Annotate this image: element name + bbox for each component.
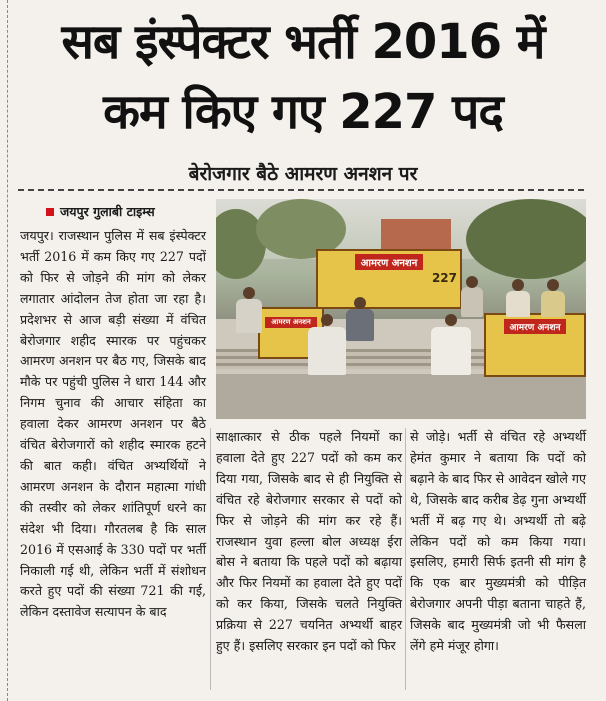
protester <box>541 291 565 317</box>
protester-head <box>321 314 333 326</box>
protester <box>308 327 346 375</box>
protester-head <box>466 276 478 288</box>
article-column-1: जयपुर। राजस्थान पुलिस में सब इंस्पेक्टर भर्ती 2016 में कम किए गए 227 पदों को फिर से जोड़ने की मांग को लेकर लगातार आंदोलन तेज होता जा रहा है। प्रदेशभर से आज बड़ी संख्या में वंचित बेरोजगार शहीद स्मारक पर पहुंचकर आमरण अनशन पर बैठ गए, जिसके बाद मौके पर पहुंची पुलिस ने धारा 144 और निगम चुनाव की आचार संहिता का हवाला देकर आमरण अनशन पर बैठे वंचित बेरोजगारों को शहीद स्मारक हटने की बात कही। वंचित अभ्यर्थियों ने आमरण अनशन के दौरान महात्मा गांधी की तस्वीर को लेकर शांतिपूर्ण धरने का संदेश भी दिया। गौरतलब है कि साल 2016 में एसआई के 330 पदों पर भर्ती निकाली गई थी, लेकिन भर्ती में संशोधन करते हुए पदों की संख्या 721 की गई, लेकिन दस्तावेज सत्यापन के बाद <box>20 228 206 620</box>
banner-title: आमरण अनशन <box>504 319 567 334</box>
column-divider <box>210 428 211 690</box>
headline-line-1: सब इंस्पेक्टर भर्ती 2016 में <box>61 14 545 70</box>
article-column-2: साक्षात्कार से ठीक पहले नियमों का हवाला देते हुए 227 पदों को कम कर दिया गया, जिसके बाद से ही नियुक्ति से वंचित रहे बेरोजगार सरकार से पदों को फिर से जोड़ने की मांग कर रहे हैं। राजस्थान युवा हल्ला बोल अध्यक्ष ईरा बोस ने बताया कि पहले पदों को बढ़ाया और फिर नियमों का हवाला देते हुए पदों को कर किया, जिसके चलते नियुक्ति प्रक्रिया से 227 चयनित अभ्यर्थी बाहर हुए हैं। इसलिए सरकार इन पदों को फिर <box>216 429 402 654</box>
protester-head <box>243 287 255 299</box>
protester <box>461 287 483 317</box>
protester-head <box>547 279 559 291</box>
photo-ground <box>216 374 586 419</box>
banner-number: 227 <box>431 271 457 285</box>
protester-head <box>354 297 366 309</box>
protest-photo <box>216 199 586 419</box>
protest-banner-right <box>484 313 586 377</box>
protester <box>346 309 374 341</box>
column-divider <box>405 428 406 690</box>
byline <box>46 203 155 220</box>
protester-head <box>445 314 457 326</box>
protester <box>506 291 530 317</box>
photo-tree <box>466 199 586 279</box>
protest-banner-main <box>316 249 462 309</box>
byline-text: जयपुर गुलाबी टाइम्स <box>60 204 155 219</box>
banner-title: आमरण अनशन <box>265 317 317 328</box>
banner-title: आमरण अनशन <box>355 254 424 270</box>
byline-marker-icon <box>46 208 54 216</box>
protester <box>236 299 262 333</box>
subheadline: बेरोजगार बैठे आमरण अनशन पर <box>188 163 418 185</box>
article-column-3: से जोड़े। भर्ती से वंचित रहे अभ्यर्थी हेमंत कुमार ने बताया कि पदों को बढ़ाने के बाद फिर से आवेदन खोले गए थे, जिसके बाद करीब डेढ़ गुना अभ्यर्थी भर्ती में बढ़ गए थे। अभ्यर्थी तो बढ़े लेकिन पदों को कम किया गया। इसलिए, हमारी सिर्फ इतनी सी मांग है कि एक बार मुख्यमंत्री को पीड़ित बेरोजगार अपनी पीड़ा बताना चाहते हैं, जिसके बाद मुख्यमंत्री जो भी फैसला लेंगे हमे मंजूर होगा। <box>410 429 586 654</box>
headline-line-2: कम किए गए 227 पद <box>103 84 503 140</box>
protester <box>431 327 471 375</box>
headline-divider <box>18 189 584 191</box>
protester-head <box>512 279 524 291</box>
